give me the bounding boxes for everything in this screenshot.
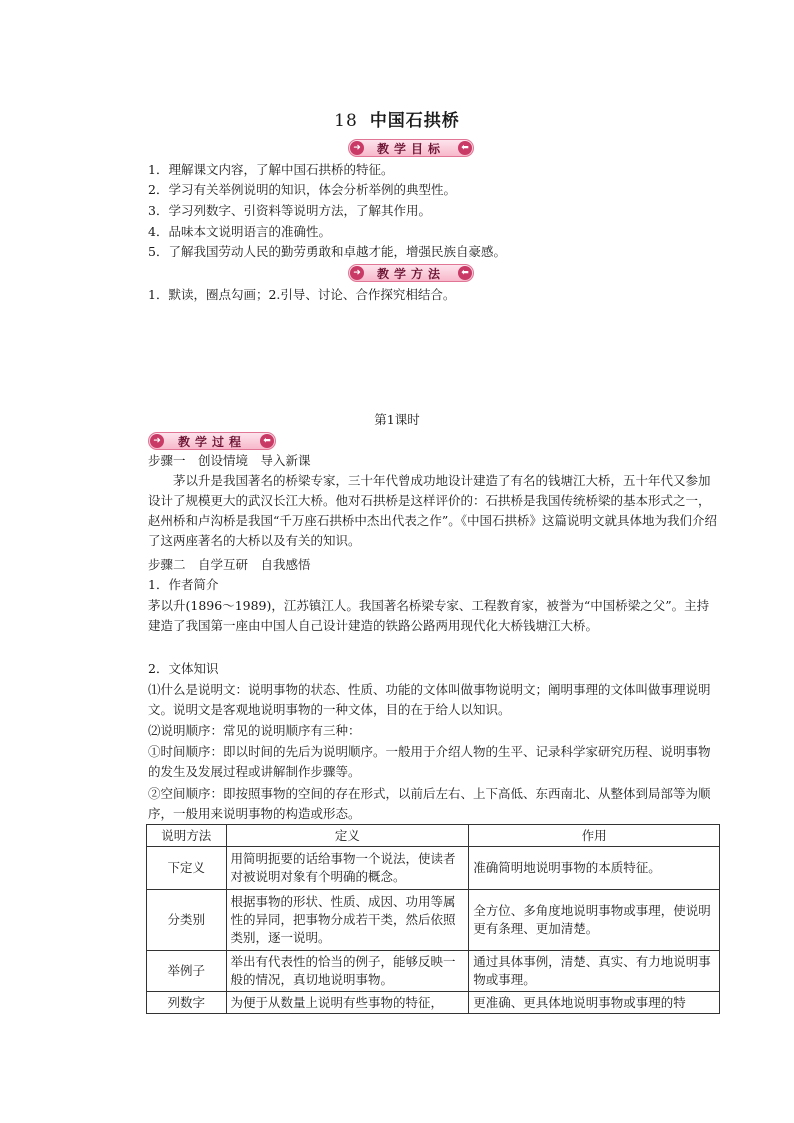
method-cell: 下定义 [147, 847, 227, 890]
effect-cell: 通过具体事例，清楚、真实、有力地说明事物或事理。 [469, 951, 720, 992]
definition-cell: 为便于从数量上说明有些事物的特征， [226, 992, 469, 1014]
step1-title: 步骤一 创设情境 导入新课 [148, 453, 311, 468]
genre-order-intro: ⑵说明顺序：常见的说明顺序有三种： [148, 723, 361, 738]
process-badge [148, 432, 276, 450]
effect-cell: 全方位、多角度地说明事物或事理，使说明更有条理、更加清楚。 [469, 890, 720, 951]
method-cell: 举例子 [147, 951, 227, 992]
table-row [147, 992, 720, 1014]
table-header: 作用 [469, 825, 720, 847]
space-order: ②空间顺序：即按照事物的空间的存在形式，以前后左右、上下高低、东西南北、从整体到局部等为顺序，一般用来说明事物的构造或形态。 [148, 786, 711, 821]
explanation-methods-table [146, 824, 720, 1014]
definition-cell: 举出有代表性的恰当的例子，能够反映一般的情况，真切地说明事物。 [226, 951, 469, 992]
table-row [147, 890, 720, 951]
table-header: 说明方法 [147, 825, 227, 847]
method-cell: 分类别 [147, 890, 227, 951]
definition-cell: 用简明扼要的话给事物一个说法，使读者对被说明对象有个明确的概念。 [226, 847, 469, 890]
lesson-period: 第1课时 [374, 412, 420, 427]
lesson-number: 18 [334, 111, 358, 131]
page-title [0, 106, 794, 131]
arrow-right-icon: ➜ [350, 266, 364, 280]
table-row [147, 847, 720, 890]
arrow-left-icon: ⬅ [458, 141, 472, 155]
time-order: ①时间顺序：即以时间的先后为说明顺序。一般用于介绍人物的生平、记录科学家研究历程、说明事物的发生及发展过程或讲解制作步骤等。 [148, 744, 711, 779]
effect-cell: 更准确、更具体地说明事物或事理的特 [469, 992, 720, 1014]
step2-title: 步骤二 自学互研 自我感悟 [148, 557, 311, 572]
arrow-right-icon: ➜ [350, 141, 364, 155]
effect-cell: 准确简明地说明事物的本质特征。 [469, 847, 720, 890]
lesson-title-text: 中国石拱桥 [369, 111, 460, 131]
genre-heading: 2．文体知识 [148, 661, 219, 676]
methods-text: 1．默读，圈点勾画；2.引导、讨论、合作探究相结合。 [148, 287, 456, 302]
arrow-left-icon: ⬅ [458, 266, 472, 280]
table-header-row [147, 825, 720, 847]
process-badge-label: 教学过程 [177, 435, 246, 449]
goals-badge [348, 139, 474, 157]
goals-badge-label: 教学目标 [376, 142, 445, 156]
methods-badge-label: 教学方法 [376, 267, 445, 281]
goal-item: 3．学习列数字、引资料等说明方法，了解其作用。 [148, 203, 431, 218]
goal-item: 5．了解我国劳动人民的勤劳勇敢和卓越才能，增强民族自豪感。 [148, 244, 506, 259]
table-header: 定义 [226, 825, 469, 847]
methods-badge [348, 264, 474, 282]
author-text: 茅以升(1896～1989)，江苏镇江人。我国著名桥梁专家、工程教育家，被誉为“中国桥梁之父”。主持建造了我国第一座由中国人自己设计建造的铁路公路两用现代化大桥钱塘江大桥。 [148, 598, 710, 633]
table-row [147, 951, 720, 992]
arrow-left-icon: ⬅ [260, 434, 274, 448]
author-heading: 1．作者简介 [148, 577, 219, 592]
goal-item: 2．学习有关举例说明的知识，体会分析举例的典型性。 [148, 182, 456, 197]
method-cell: 列数字 [147, 992, 227, 1014]
genre-definition: ⑴什么是说明文：说明事物的状态、性质、功能的文体叫做事物说明文；阐明事理的文体叫做事理说明文。说明文是客观地说明事物的一种文体，目的在于给人以知识。 [148, 682, 711, 717]
definition-cell: 根据事物的形状、性质、成因、功用等属性的异同，把事物分成若干类，然后依照类别，逐一说明。 [226, 890, 469, 951]
goal-item: 4．品味本文说明语言的准确性。 [148, 224, 331, 239]
goal-item: 1．理解课文内容，了解中国石拱桥的特征。 [148, 162, 394, 177]
arrow-right-icon: ➜ [150, 434, 164, 448]
step1-text: 茅以升是我国著名的桥梁专家，三十年代曾成功地设计建造了有名的钱塘江大桥，五十年代又参加设计了规模更大的武汉长江大桥。他对石拱桥是这样评价的：石拱桥是我国传统桥梁的基本形式之一，赵州桥和卢沟桥是我国“千万座石拱桥中杰出代表之作”。《中国石拱桥》这篇说明文就具体地为我们介绍了这两座著名的大桥以及有关的知识。 [148, 473, 718, 548]
